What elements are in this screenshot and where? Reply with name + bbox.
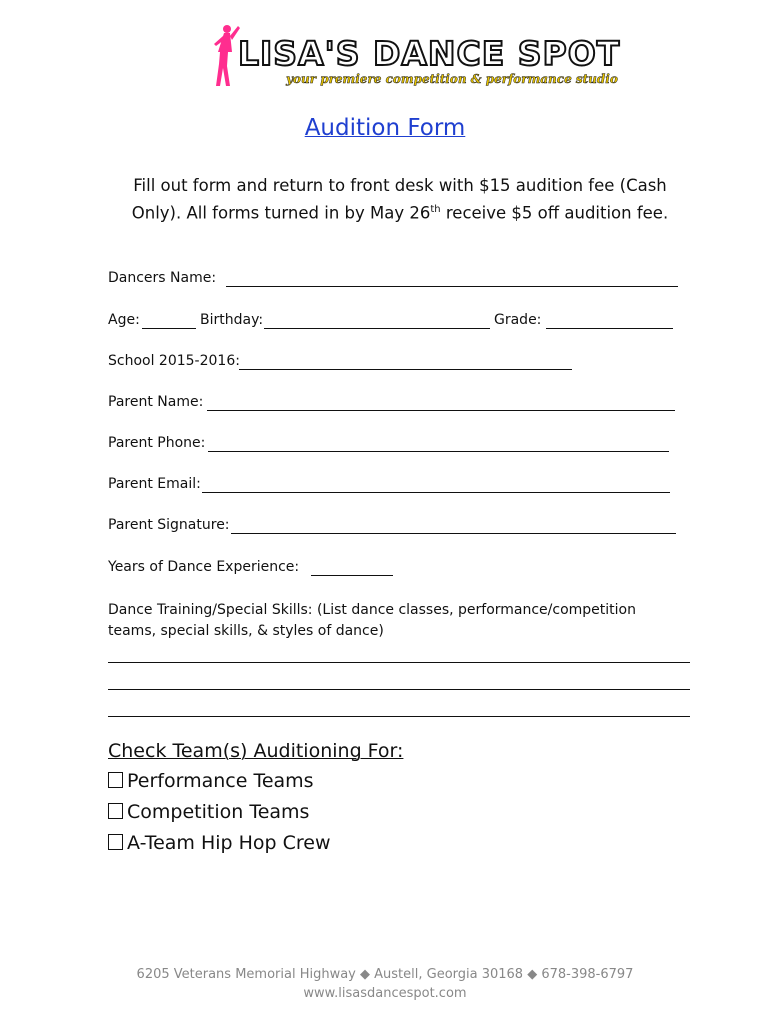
parent-signature-input[interactable] <box>231 533 676 534</box>
skills-line-3[interactable] <box>108 716 690 717</box>
birthday-field <box>200 312 264 328</box>
parent-name-label: Parent Name: <box>108 394 204 410</box>
parent-name-field <box>108 394 204 410</box>
team-option-hiphop[interactable] <box>108 832 331 854</box>
school-field <box>108 353 241 369</box>
birthday-label: Birthday: <box>200 312 264 328</box>
intro-line-2a: Only). All forms turned in by May 26 <box>131 203 431 223</box>
school-label: School 2015-2016: <box>108 353 240 369</box>
checkbox-icon[interactable] <box>108 834 123 850</box>
footer-address: 6205 Veterans Memorial Highway ◆ Austell, Georgia 30168 ◆ 678-398-6797 <box>136 967 634 982</box>
age-field <box>108 312 141 328</box>
parent-phone-input[interactable] <box>208 451 669 452</box>
checkbox-icon[interactable] <box>108 772 123 788</box>
grade-label: Grade: <box>494 312 542 328</box>
skills-line-1[interactable] <box>108 662 690 663</box>
experience-input[interactable] <box>311 575 393 576</box>
dancer-name-label: Dancers Name: <box>108 270 217 286</box>
form-title: Audition Form <box>304 115 466 141</box>
skills-prompt: Dance Training/Special Skills: (List dance classes, performance/competition teams, special skills, & styles of dance) <box>108 602 636 639</box>
grade-field <box>494 312 542 328</box>
age-input[interactable] <box>142 328 196 329</box>
dancer-name-field <box>108 270 217 286</box>
team-option-label: Competition Teams <box>127 801 310 823</box>
intro-text <box>100 174 700 226</box>
dancer-name-input[interactable] <box>226 286 678 287</box>
team-option-label: A-Team Hip Hop Crew <box>127 832 331 854</box>
footer-website[interactable]: www.lisasdancespot.com <box>303 986 467 1001</box>
grade-input[interactable] <box>546 328 673 329</box>
school-input[interactable] <box>239 369 572 370</box>
dancer-silhouette-icon <box>210 22 240 88</box>
intro-sup: th <box>430 204 441 215</box>
skills-line-2[interactable] <box>108 689 690 690</box>
parent-signature-label: Parent Signature: <box>108 517 230 533</box>
parent-signature-field <box>108 517 231 533</box>
logo-title: LISA'S DANCE SPOT <box>238 34 621 73</box>
parent-email-label: Parent Email: <box>108 476 201 492</box>
intro-line-1: Fill out form and return to front desk with $15 audition fee (Cash <box>133 176 667 195</box>
studio-logo <box>210 22 621 92</box>
parent-name-input[interactable] <box>207 410 675 411</box>
experience-label: Years of Dance Experience: <box>108 559 300 575</box>
checkbox-icon[interactable] <box>108 803 123 819</box>
parent-phone-field <box>108 435 206 451</box>
logo-tagline: your premiere competition & performance studio <box>286 72 618 86</box>
team-option-performance[interactable] <box>108 770 314 792</box>
team-option-competition[interactable] <box>108 801 309 823</box>
intro-line-2b: receive $5 off audition fee. <box>440 203 669 223</box>
experience-field <box>108 559 300 575</box>
age-label: Age: <box>108 312 140 328</box>
birthday-input[interactable] <box>264 328 490 329</box>
parent-email-field <box>108 476 202 492</box>
parent-phone-label: Parent Phone: <box>108 435 206 451</box>
teams-heading: Check Team(s) Auditioning For: <box>108 740 404 762</box>
team-option-label: Performance Teams <box>127 770 314 792</box>
parent-email-input[interactable] <box>202 492 670 493</box>
